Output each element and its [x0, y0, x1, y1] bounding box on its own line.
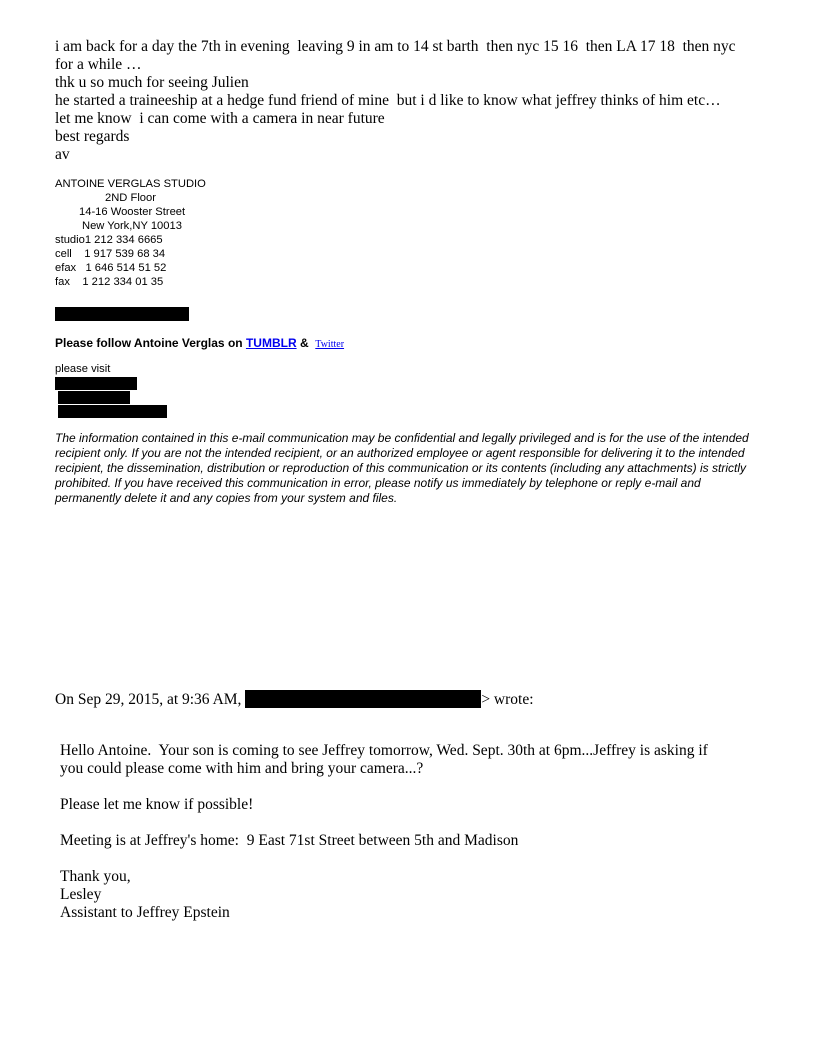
- visit-label: please visit: [55, 363, 111, 375]
- quoted-header-suffix: > wrote:: [481, 691, 534, 708]
- quoted-line: you could please come with him and bring your camera...?: [60, 760, 424, 777]
- redaction-bar: [55, 377, 137, 390]
- body-line: for a while …: [55, 56, 142, 73]
- cell-phone: cell 1 917 539 68 34: [55, 248, 166, 260]
- body-line: av: [55, 146, 70, 163]
- studio-name: ANTOINE VERGLAS STUDIO: [55, 178, 206, 190]
- follow-line: [55, 336, 344, 352]
- quoted-sender-title: Assistant to Jeffrey Epstein: [60, 904, 230, 921]
- body-line: he started a traineeship at a hedge fund friend of mine but i d like to know what jeffrey thinks of him etc…: [55, 92, 721, 109]
- efax-number: efax 1 646 514 51 52: [55, 262, 167, 274]
- redaction-bar: [245, 690, 481, 708]
- body-line: best regards: [55, 128, 130, 145]
- studio-street: 14-16 Wooster Street: [79, 206, 186, 218]
- quoted-line: Please let me know if possible!: [60, 796, 254, 813]
- fax-number: fax 1 212 334 01 35: [55, 276, 164, 288]
- quoted-line: Meeting is at Jeffrey's home: 9 East 71st Street between 5th and Madison: [60, 832, 519, 849]
- twitter-link[interactable]: Twitter: [315, 339, 345, 350]
- tumblr-link[interactable]: TUMBLR: [245, 336, 297, 350]
- studio-phone: studio1 212 334 6665: [55, 234, 163, 246]
- follow-text: Please follow Antoine Verglas on: [55, 336, 243, 350]
- studio-floor: 2ND Floor: [105, 192, 156, 204]
- quoted-closing: Thank you,: [60, 868, 131, 885]
- quoted-sender-name: Lesley: [60, 886, 102, 903]
- body-line: thk u so much for seeing Julien: [55, 74, 249, 91]
- quoted-header-prefix: On Sep 29, 2015, at 9:36 AM,: [55, 691, 242, 708]
- redaction-bar: [55, 307, 189, 321]
- signature-block: [55, 177, 206, 289]
- redaction-bar: [58, 405, 167, 418]
- quoted-header: [55, 690, 534, 709]
- studio-city: New York,NY 10013: [82, 220, 182, 232]
- message-body: [55, 38, 736, 164]
- quoted-line: Hello Antoine. Your son is coming to see Jeffrey tomorrow, Wed. Sept. 30th at 6pm...Jeffrey is asking if: [60, 742, 708, 759]
- follow-ampersand: &: [299, 336, 309, 350]
- confidentiality-disclaimer: The information contained in this e-mail communication may be confidential and legally privileged and is for the use of the intended recipient only. If you are not the intended recipient, or an authorized employee or agent responsible for delivering it to the intended recipient, the dissemination, distribution or reproduction of this communication or its contents (including any attachments) is strictly prohibited. If you have received this communication in error, please notify us immediately by telephone or reply e-mail and permanently delete it and any copies from your system and files.: [55, 431, 749, 505]
- quoted-message: [60, 742, 708, 922]
- body-line: let me know i can come with a camera in near future: [55, 110, 385, 127]
- redaction-bar: [58, 391, 130, 404]
- body-line: i am back for a day the 7th in evening leaving 9 in am to 14 st barth then nyc 15 16 then LA 17 18 then nyc: [55, 38, 736, 55]
